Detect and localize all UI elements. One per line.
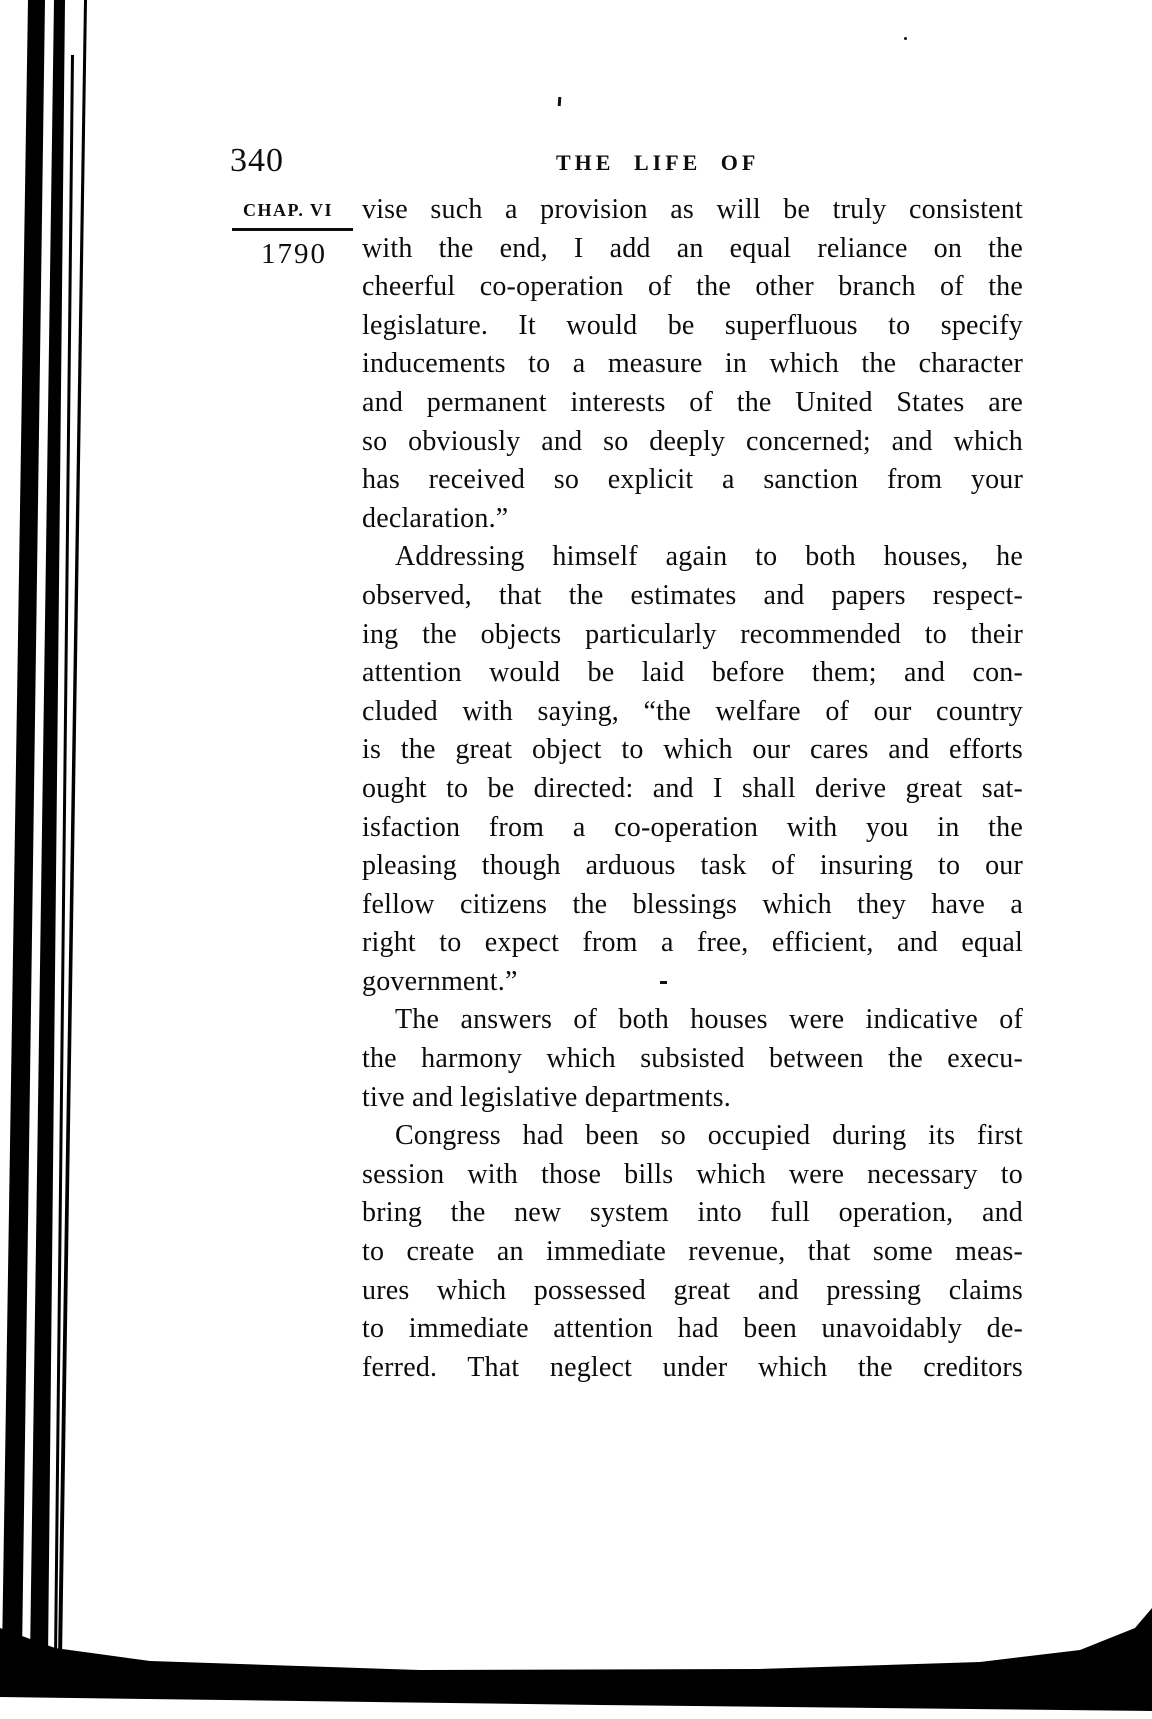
text-line: the harmony which subsisted between the execu-	[362, 1043, 1023, 1075]
text-line: ought to be directed: and I shall derive great sat-	[362, 772, 1023, 804]
text-line: cluded with saying, “the welfare of our country	[362, 695, 1023, 727]
text-line: inducements to a measure in which the character	[362, 348, 1023, 380]
text-line: ferred. That neglect under which the creditors	[362, 1351, 1023, 1383]
text-line: so obviously and so deeply concerned; and which	[362, 425, 1023, 457]
chapter-label: CHAP. VI	[243, 200, 334, 220]
ink-speck	[660, 981, 667, 984]
page-number: 340	[230, 142, 284, 179]
text-line: tive and legislative departments.	[362, 1081, 731, 1113]
text-line: has received so explicit a sanction from your	[362, 464, 1023, 496]
text-line: The answers of both houses were indicative of	[395, 1004, 1023, 1036]
margin-rule	[232, 228, 353, 231]
text-line: to immediate attention had been unavoidably de-	[362, 1313, 1023, 1345]
text-line: legislature. It would be superfluous to specify	[362, 309, 1023, 341]
bottom-scan-bar	[0, 1608, 1152, 1711]
body-text	[362, 191, 1023, 1387]
ink-speck	[558, 97, 562, 106]
text-line: Congress had been so occupied during its first	[395, 1120, 1023, 1152]
text-line: Addressing himself again to both houses, he	[395, 541, 1023, 573]
text-line: ures which possessed great and pressing claims	[362, 1274, 1023, 1306]
text-line: and permanent interests of the United States are	[362, 386, 1023, 418]
text-line: cheerful co-operation of the other branch of the	[362, 271, 1023, 303]
text-line: with the end, I add an equal reliance on the	[362, 232, 1023, 264]
text-line: vise such a provision as will be truly consistent	[362, 194, 1023, 225]
year-label: 1790	[261, 238, 327, 270]
text-line: right to expect from a free, efficient, and equal	[362, 927, 1023, 959]
text-line: is the great object to which our cares and efforts	[362, 734, 1023, 766]
text-line: observed, that the estimates and papers respect-	[362, 579, 1023, 611]
ink-speck	[904, 37, 907, 40]
text-line: fellow citizens the blessings which they have a	[362, 888, 1023, 920]
text-line: ing the objects particularly recommended to their	[362, 618, 1023, 650]
text-line: isfaction from a co-operation with you in the	[362, 811, 1023, 843]
text-line: attention would be laid before them; and con-	[362, 657, 1023, 689]
text-line: session with those bills which were necessary to	[362, 1158, 1023, 1190]
text-line: bring the new system into full operation, and	[362, 1197, 1023, 1229]
running-header: THE LIFE OF	[556, 150, 760, 175]
text-line: declaration.”	[362, 502, 509, 534]
text-line: government.”	[362, 965, 518, 997]
text-line: pleasing though arduous task of insuring to our	[362, 850, 1023, 882]
text-line: to create an immediate revenue, that some meas-	[362, 1236, 1023, 1268]
